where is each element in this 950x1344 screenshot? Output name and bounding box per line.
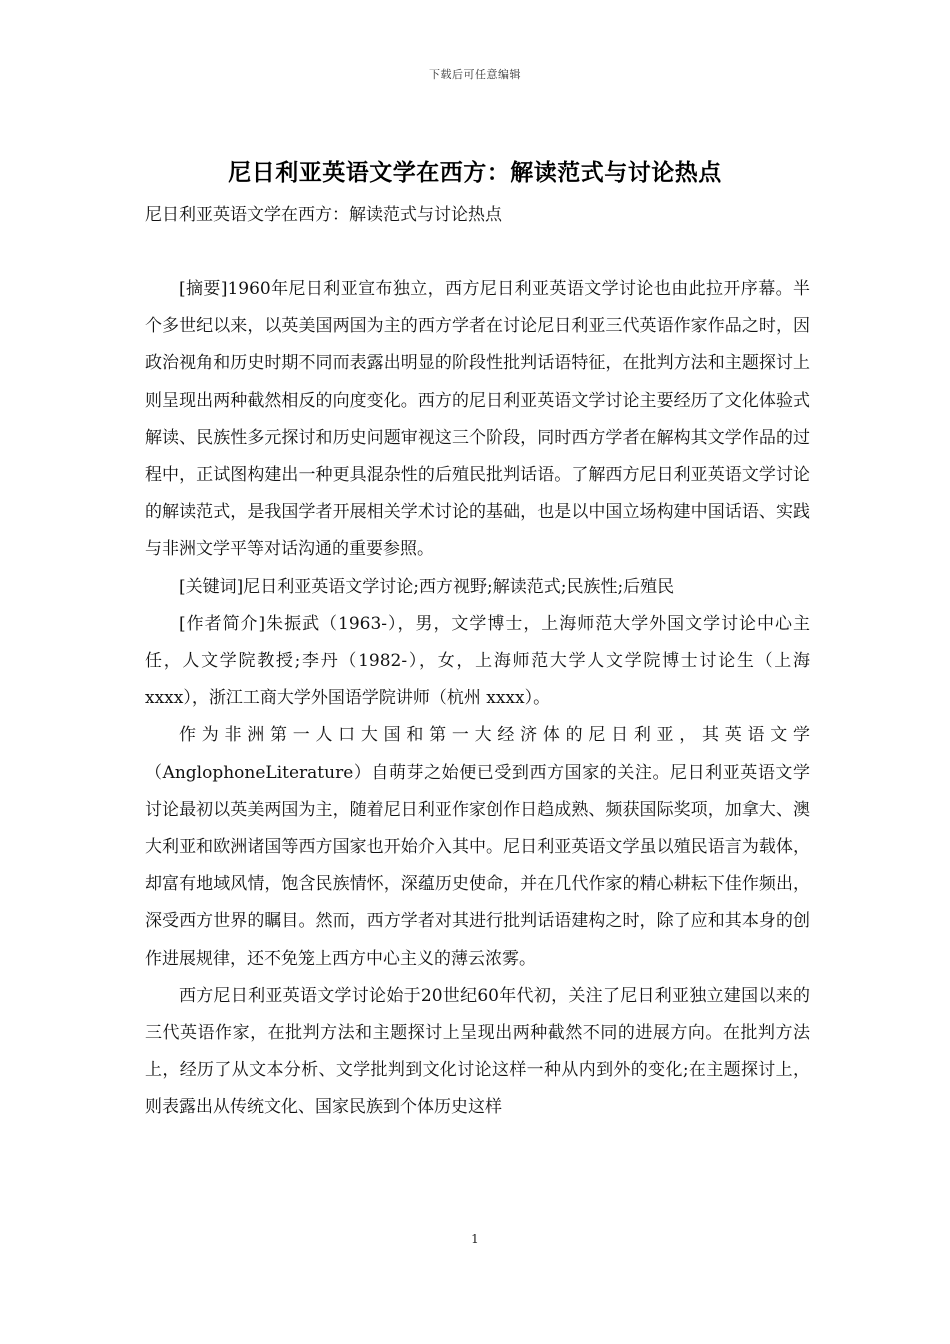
body-paragraph-2: 西方尼日利亚英语文学讨论始于20世纪60年代初，关注了尼日利亚独立建国以来的三代英语作家，在批判方法和主题探讨上呈现出两种截然不同的进展方向。在批判方法上，经历了从文本分析、文学批判到文化讨论这样一种从内到外的变化;在主题探讨上，则表露出从传统文化、国家民族到个体历史这样: [145, 985, 810, 1118]
page-number: 1: [471, 1232, 479, 1246]
abstract-paragraph: [摘要]1960年尼日利亚宣布独立，西方尼日利亚英语文学讨论也由此拉开序幕。半个多世纪以来，以英美国两国为主的西方学者在讨论尼日利亚三代英语作家作品之时，因政治视角和历史时期不同而表露出明显的阶段性批判话语特征，在批判方法和主题探讨上则呈现出两种截然相反的向度变化。西方的尼日利亚英语文学讨论主要经历了文化体验式解读、民族性多元探讨和历史问题审视这三个阶段，同时西方学者在解构其文学作品的过程中，正试图构建出一种更具混杂性的后殖民批判话语。了解西方尼日利亚英语文学讨论的解读范式，是我国学者开展相关学术讨论的基础，也是以中国立场构建中国话语、实践与非洲文学平等对话沟通的重要参照。: [145, 279, 810, 560]
document-body: [145, 271, 810, 1127]
body-paragraph-1: 作为非洲第一人口大国和第一大经济体的尼日利亚，其英语文学（AnglophoneLiterature）自萌芽之始便已受到西方国家的关注。尼日利亚英语文学讨论最初以英美两国为主，随着尼日利亚作家创作日趋成熟、频获国际奖项，加拿大、澳大利亚和欧洲诸国等西方国家也开始介入其中。尼日利亚英语文学虽以殖民语言为载体，却富有地域风情，饱含民族情怀，深蕴历史使命，并在几代作家的精心耕耘下佳作频出，深受西方世界的瞩目。然而，西方学者对其进行批判话语建构之时，除了应和其本身的创作进展规律，还不免笼上西方中心主义的薄云浓雾。: [145, 725, 810, 969]
header-note: 下载后可任意编辑: [429, 68, 521, 81]
document-subtitle: 尼日利亚英语文学在西方：解读范式与讨论热点: [145, 205, 502, 225]
author-info-paragraph: [作者简介]朱振武（1963-），男，文学博士，上海师范大学外国文学讨论中心主任，人文学院教授;李丹（1982-），女，上海师范大学人文学院博士讨论生（上海 xxxx），浙江工商大学外国语学院讲师（杭州 xxxx）。: [145, 613, 810, 709]
document-title: 尼日利亚英语文学在西方：解读范式与讨论热点: [228, 159, 722, 186]
keywords-paragraph: [关键词]尼日利亚英语文学讨论;西方视野;解读范式;民族性;后殖民: [179, 576, 675, 597]
